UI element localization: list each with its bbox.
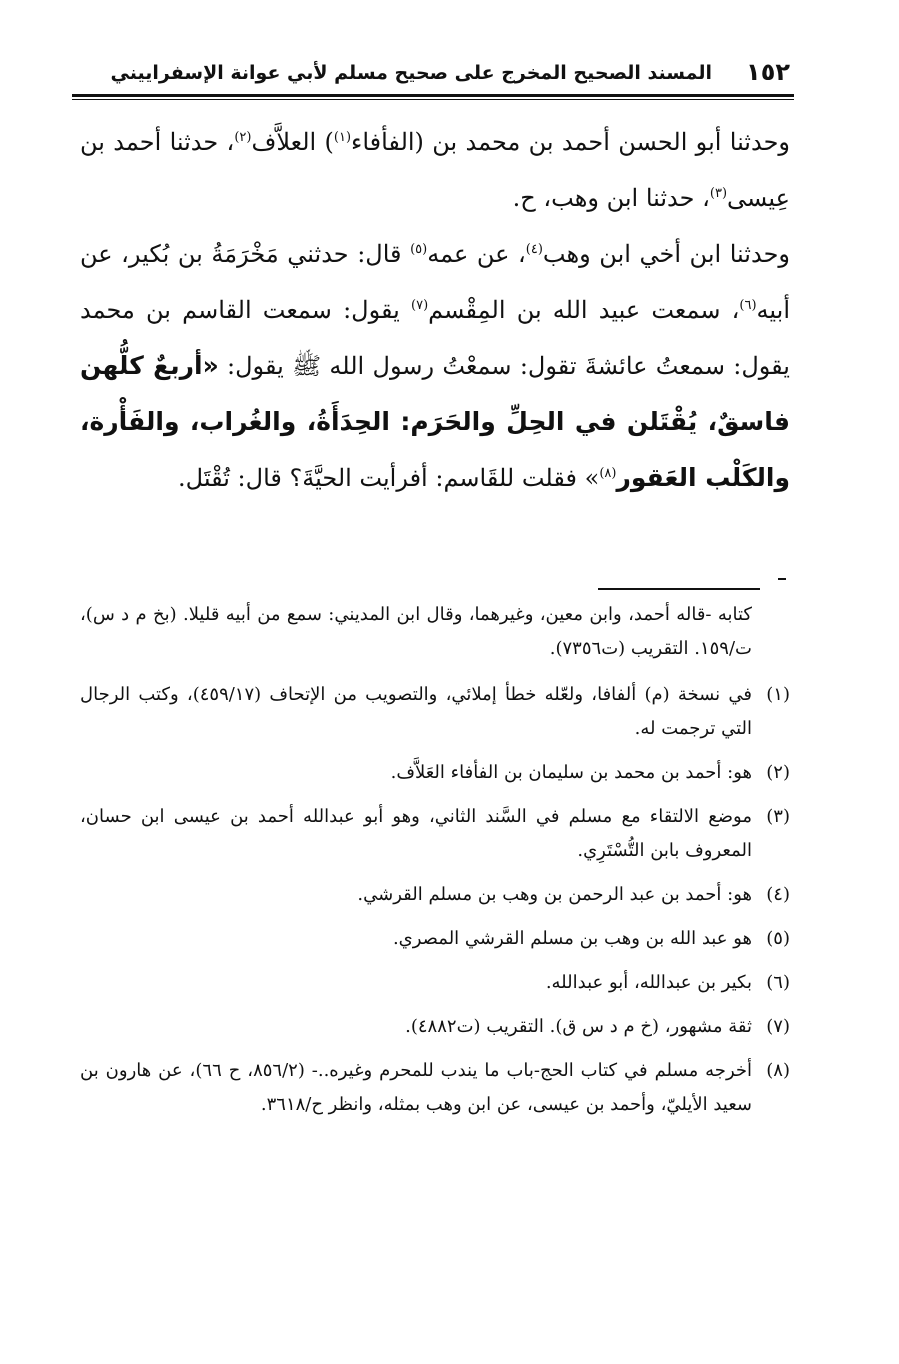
running-title: المسند الصحيح المخرج على صحيح مسلم لأبي عوانة الإسفراييني	[110, 62, 712, 84]
footnote-ref-1[interactable]: (١)	[333, 130, 352, 145]
text-run: ) العلاَّف	[251, 128, 334, 156]
footnote-marker: (٤)	[766, 884, 790, 905]
header-rule-thin	[72, 99, 794, 100]
footnote-ref-8[interactable]: (٨)	[599, 466, 617, 481]
footnote-2	[80, 756, 790, 790]
footnote-text: هو: أحمد بن محمد بن سليمان بن الفأفاء العَلاَّف.	[390, 762, 752, 783]
footnote-text: في نسخة (م) ألفافا، ولعّله خطأ إملائي، والتصويب من الإتحاف (٤٥٩/١٧)، وكتب الرجال التي ترجمت له.	[80, 684, 753, 739]
hadith-close-quote: »	[584, 464, 600, 492]
hadith-text: «أربعٌ كلُّهن فاسقٌ، يُقْتَلن في الحِلِّ والحَرَم: الحِدَأَةُ، والغُراب، والفَأْرة، والكَلْب العَقور	[80, 351, 790, 492]
main-text	[80, 114, 790, 506]
footnote-continuation: كتابه -قاله أحمد، وابن معين، وغيرهما، وقال ابن المديني: سمع من أبيه قليلا. (بخ م د س)، ت/١٥٩. التقريب (ت٧٣٥٦).	[80, 604, 752, 659]
footnote-1	[80, 678, 790, 746]
footnote-3	[80, 800, 790, 868]
page-number: ١٥٢	[746, 58, 790, 86]
footnote-text: هو: أحمد بن عبد الرحمن بن وهب بن مسلم القرشي.	[357, 884, 752, 905]
text-run: فقلت للقَاسم: أفرأيت الحيَّةَ؟ قال: تُقْتَل.	[178, 464, 585, 492]
text-run: وحدثنا أبو الحسن أحمد بن محمد بن (الفأفاء	[351, 128, 791, 156]
footnote-ref-5[interactable]: (٥)	[410, 242, 428, 257]
footnote-marker: (١)	[766, 684, 790, 705]
footnote-text: موضع الالتقاء مع مسلم في السَّند الثاني، وهو أبو عبدالله أحمد بن عيسى ابن حسان، المعروف بابن التُّسْتَرِي.	[80, 806, 752, 861]
footnote-marker: (٧)	[766, 1016, 790, 1037]
footnote-4	[80, 878, 790, 912]
text-run: ، سمعت عبيد الله بن المِقْسم	[428, 296, 740, 324]
footnote-ref-7[interactable]: (٧)	[411, 298, 429, 313]
footnote-5	[80, 922, 790, 956]
footnote-marker: (٣)	[766, 806, 790, 827]
footnote-ref-4[interactable]: (٤)	[525, 242, 543, 257]
text-run: ، عن عمه	[427, 240, 526, 268]
text-run: ، حدثنا أحمد بن عِيسى	[80, 128, 790, 212]
footnote-ref-3[interactable]: (٣)	[709, 186, 728, 201]
footnote-separator	[598, 588, 760, 590]
footnote-text: هو عبد الله بن وهب بن مسلم القرشي المصري.	[392, 928, 752, 949]
text-run: قال: حدثني مَخْرَمَةُ بن بُكير، عن أبيه	[80, 240, 790, 324]
text-run: ، حدثنا ابن وهب، ح.	[512, 184, 710, 212]
footnote-marker: (٨)	[766, 1060, 790, 1081]
footnote-marker: (٢)	[766, 762, 790, 783]
text-run: يقول: سمعت القاسم بن محمد يقول: سمعتُ عائشةَ تقول: سمعْتُ رسول الله ﷺ يقول:	[80, 296, 790, 380]
isnad-paragraph-2	[80, 226, 790, 506]
running-header	[110, 56, 790, 92]
header-rule	[72, 94, 794, 97]
isnad-paragraph-1	[80, 114, 790, 226]
footnotes	[80, 598, 790, 1132]
footnote-marker: (٦)	[766, 972, 790, 993]
footnote-ref-2[interactable]: (٢)	[234, 130, 252, 145]
text-run: وحدثنا ابن أخي ابن وهب	[542, 240, 791, 268]
footnote-marker: (٥)	[766, 928, 790, 949]
footnote-text: بكير بن عبدالله، أبو عبدالله.	[545, 972, 752, 993]
continuation-dash	[778, 578, 786, 580]
footnote-text: أخرجه مسلم في كتاب الحج-باب ما يندب للمحرم وغيره..- (٨٥٦/٢، ح ٦٦)، عن هارون بن سعيد الأيليّ، وأحمد بن عيسى، عن ابن وهب بمثله، وانظر ح/٣٦١٨.	[80, 1060, 752, 1115]
footnote-8	[80, 1054, 790, 1122]
footnote-7	[80, 1010, 790, 1044]
footnote-6	[80, 966, 790, 1000]
footnote-text: ثقة مشهور، (خ م د س ق). التقريب (ت٤٨٨٢).	[405, 1016, 752, 1037]
footnote-ref-6[interactable]: (٦)	[739, 298, 757, 313]
